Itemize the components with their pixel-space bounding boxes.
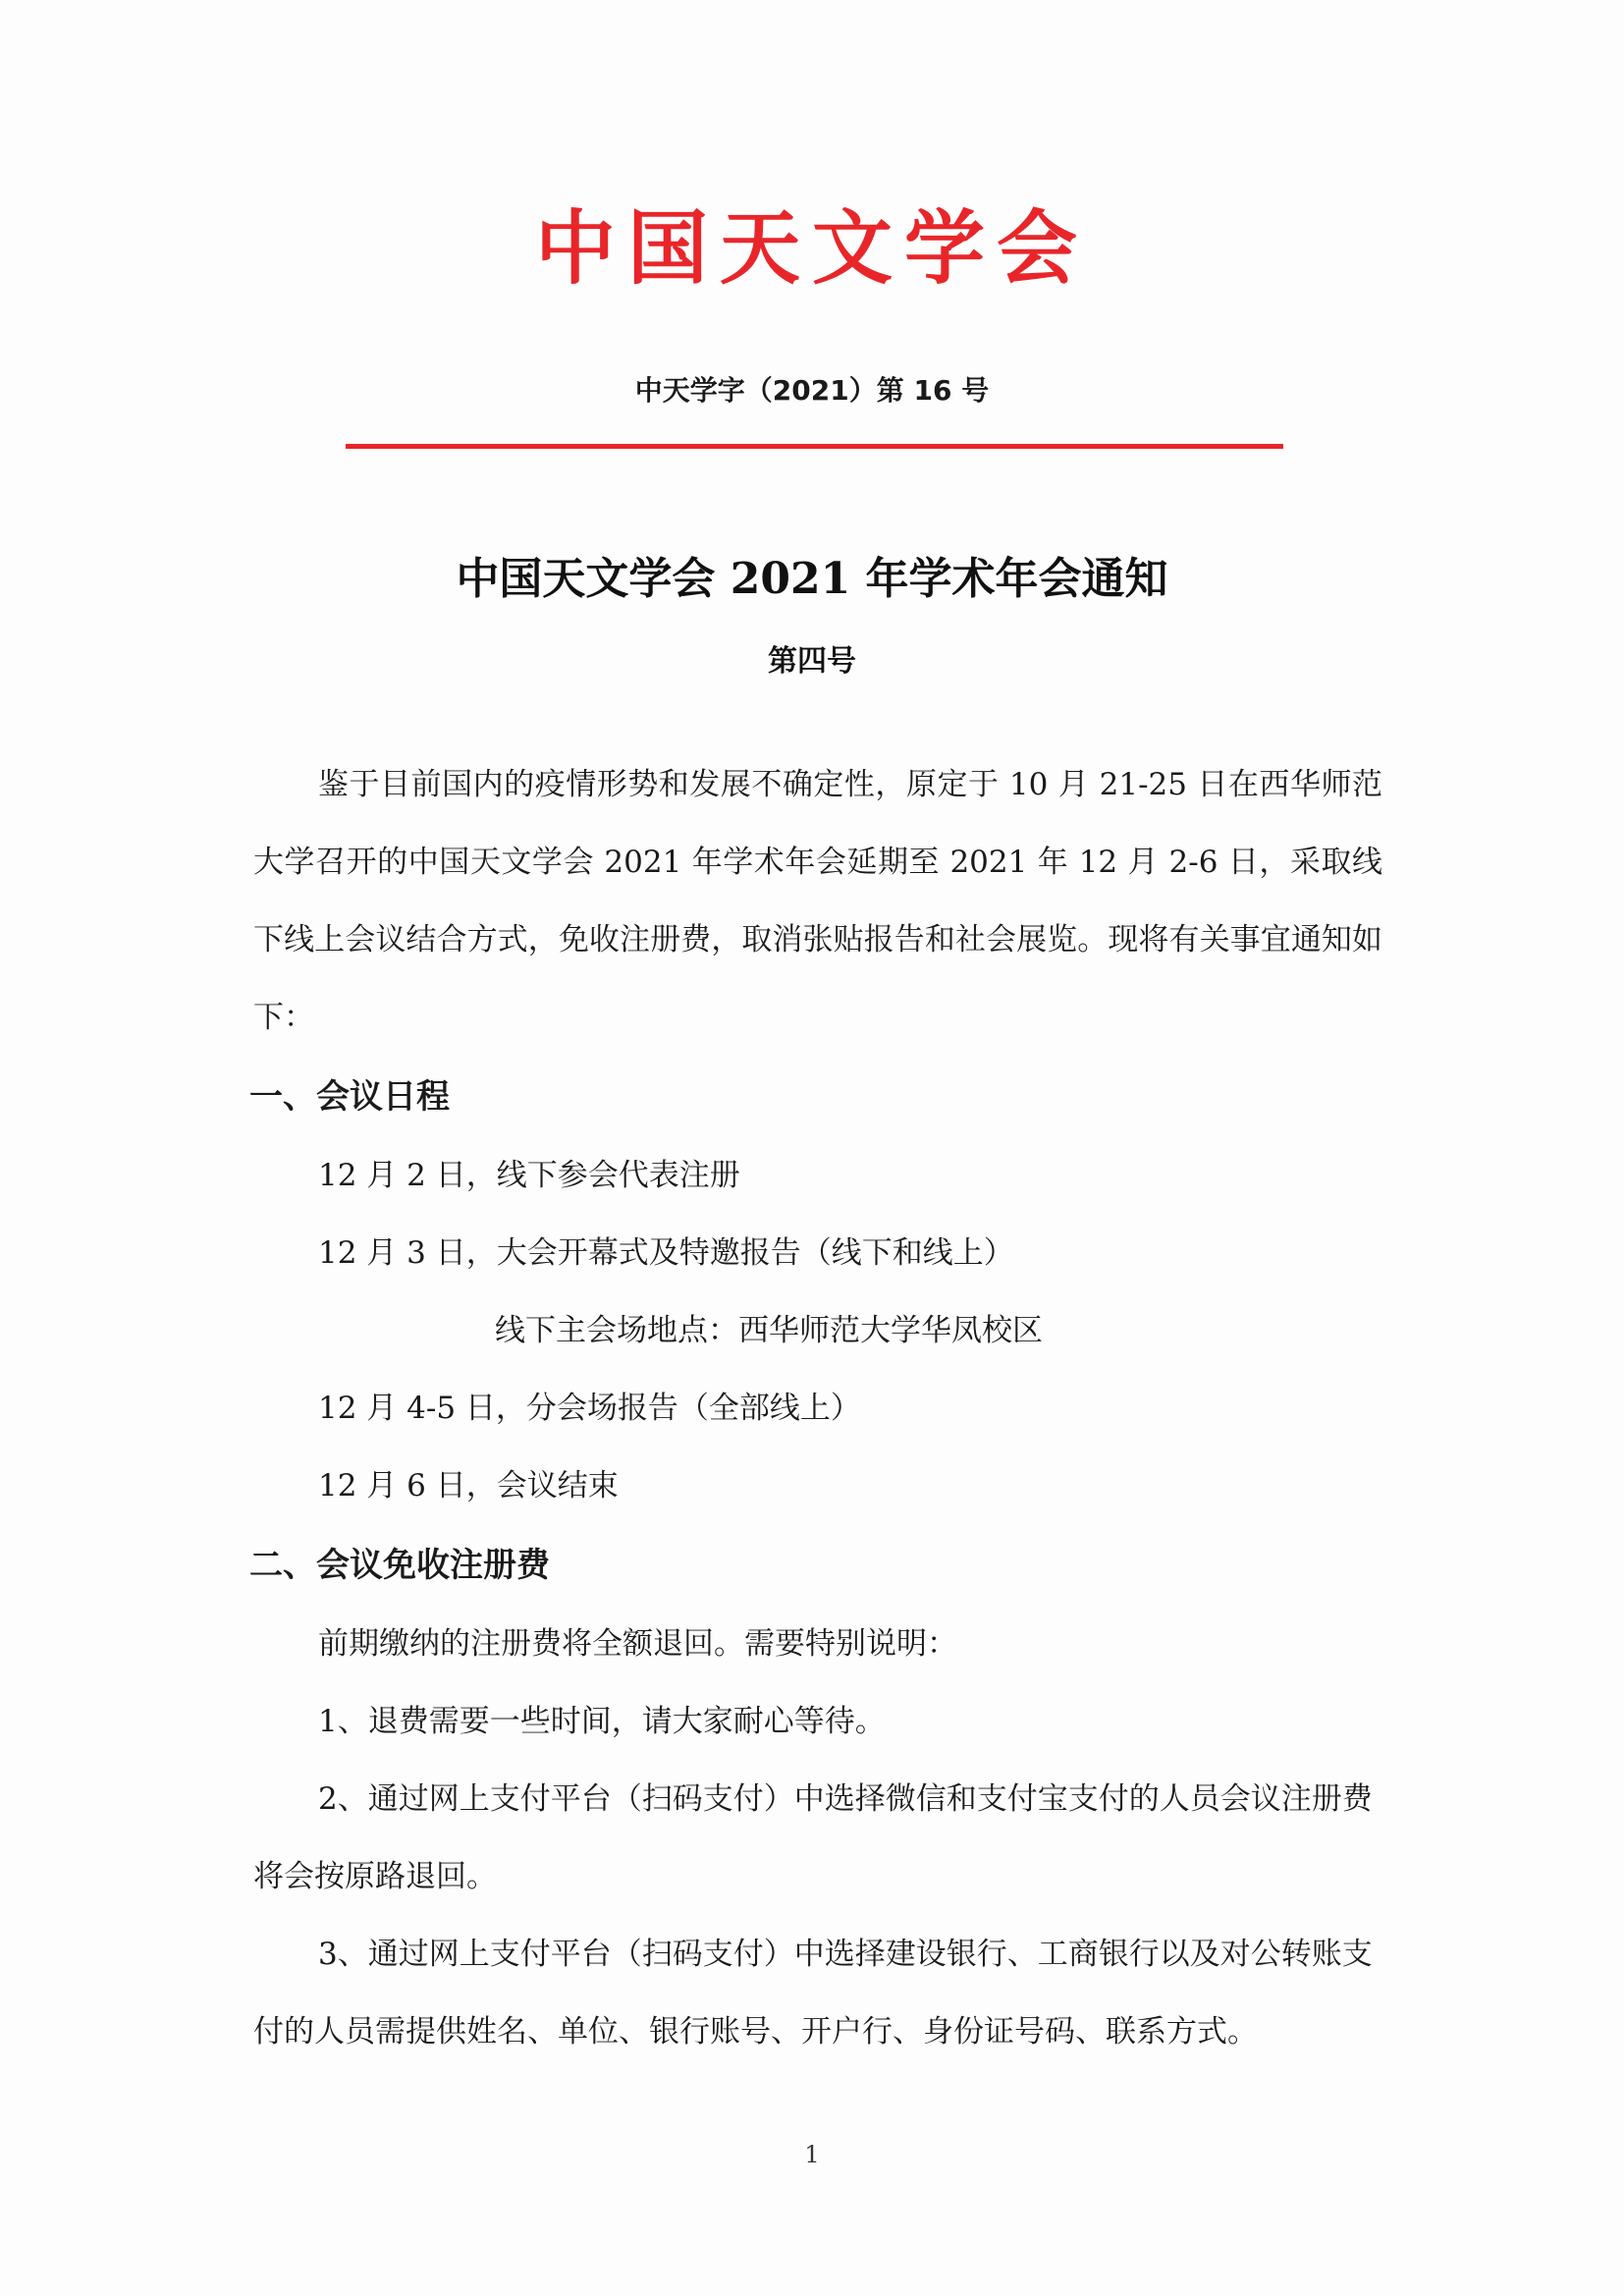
fee-point: 1、退费需要一些时间，请大家耐心等待。 [318, 1704, 886, 1739]
notice-body [249, 746, 1382, 2071]
fee-point: 2、通过网上支付平台（扫码支付）中选择微信和支付宝支付的人员会议注册费将会按原路退回。 [253, 1781, 1373, 1894]
organization-letterhead: 中国天文学会 [534, 202, 1089, 296]
intro-paragraph: 鉴于目前国内的疫情形势和发展不确定性，原定于 10 月 21-25 日在西华师范大学召开的中国天文学会 2021 年学术年会延期至 2021 年 12 月 2-6 日，采取线下线上会议结合方式，免收注册费，取消张贴报告和社会展览。现将有关事宜通知如下： [253, 767, 1382, 1035]
document-number: 中天学字（2021）第 16 号 [634, 374, 990, 407]
schedule-item: 12 月 2 日，线下参会代表注册 [318, 1158, 740, 1193]
section-heading-schedule: 一、会议日程 [249, 1077, 450, 1117]
schedule-item: 12 月 4-5 日，分会场报告（全部线上） [318, 1391, 861, 1426]
fee-intro: 前期缴纳的注册费将全额退回。需要特别说明： [318, 1626, 957, 1662]
notice-title: 中国天文学会 2021 年学术年会通知 [456, 554, 1168, 604]
section-heading-fee: 二、会议免收注册费 [249, 1546, 550, 1585]
page-number: 1 [804, 2141, 820, 2168]
letterhead-divider [346, 444, 1283, 449]
notice-subtitle: 第四号 [768, 644, 856, 679]
schedule-venue: 线下主会场地点：西华师范大学华凤校区 [495, 1313, 1043, 1348]
fee-point: 3、通过网上支付平台（扫码支付）中选择建设银行、工商银行以及对公转账支付的人员需提供姓名、单位、银行账号、开户行、身份证号码、联系方式。 [253, 1937, 1373, 2050]
schedule-item: 12 月 3 日，大会开幕式及特邀报告（线下和线上） [318, 1235, 1014, 1271]
schedule-item: 12 月 6 日，会议结束 [318, 1468, 619, 1503]
